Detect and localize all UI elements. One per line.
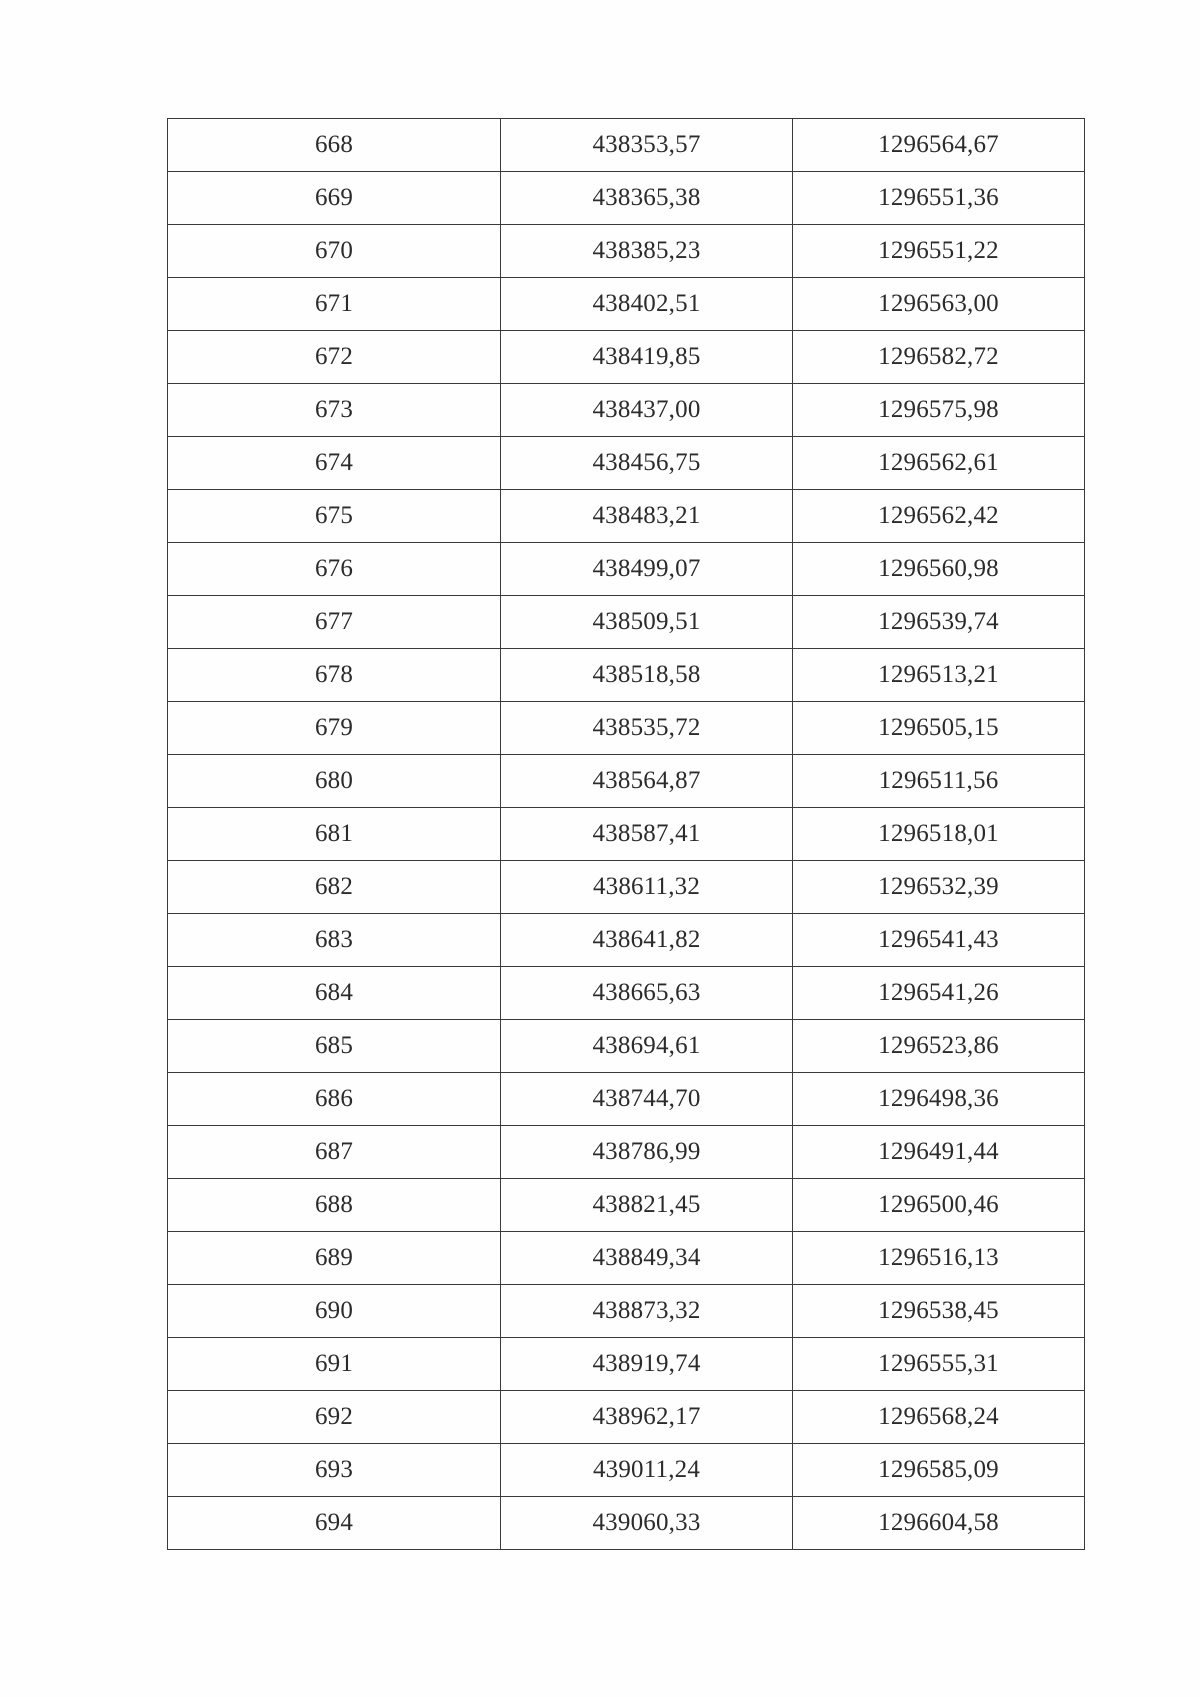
point-number-cell: 668 [168,119,501,172]
x-coordinate-cell: 438437,00 [501,384,793,437]
y-coordinate-cell: 1296562,42 [793,490,1085,543]
x-coordinate-cell: 438641,82 [501,914,793,967]
table-row [168,1444,1085,1497]
y-coordinate-cell: 1296513,21 [793,649,1085,702]
x-coordinate-cell: 438385,23 [501,225,793,278]
x-coordinate-cell: 438694,61 [501,1020,793,1073]
x-coordinate-cell: 438499,07 [501,543,793,596]
y-coordinate-cell: 1296555,31 [793,1338,1085,1391]
table-row [168,914,1085,967]
y-coordinate-cell: 1296498,36 [793,1073,1085,1126]
point-number-cell: 692 [168,1391,501,1444]
point-number-cell: 674 [168,437,501,490]
point-number-cell: 672 [168,331,501,384]
table-row [168,967,1085,1020]
point-number-cell: 686 [168,1073,501,1126]
y-coordinate-cell: 1296500,46 [793,1179,1085,1232]
y-coordinate-cell: 1296563,00 [793,278,1085,331]
point-number-cell: 687 [168,1126,501,1179]
table-row [168,225,1085,278]
y-coordinate-cell: 1296491,44 [793,1126,1085,1179]
table-row [168,861,1085,914]
x-coordinate-cell: 439060,33 [501,1497,793,1550]
point-number-cell: 688 [168,1179,501,1232]
x-coordinate-cell: 438611,32 [501,861,793,914]
table-row [168,808,1085,861]
y-coordinate-cell: 1296582,72 [793,331,1085,384]
point-number-cell: 685 [168,1020,501,1073]
table-row [168,172,1085,225]
x-coordinate-cell: 438744,70 [501,1073,793,1126]
x-coordinate-cell: 438518,58 [501,649,793,702]
y-coordinate-cell: 1296541,26 [793,967,1085,1020]
point-number-cell: 683 [168,914,501,967]
y-coordinate-cell: 1296560,98 [793,543,1085,596]
y-coordinate-cell: 1296604,58 [793,1497,1085,1550]
point-number-cell: 677 [168,596,501,649]
x-coordinate-cell: 438665,63 [501,967,793,1020]
table-row [168,1232,1085,1285]
table-row [168,331,1085,384]
x-coordinate-cell: 438873,32 [501,1285,793,1338]
table-row [168,1497,1085,1550]
x-coordinate-cell: 438821,45 [501,1179,793,1232]
point-number-cell: 679 [168,702,501,755]
y-coordinate-cell: 1296562,61 [793,437,1085,490]
x-coordinate-cell: 438849,34 [501,1232,793,1285]
point-number-cell: 681 [168,808,501,861]
point-number-cell: 671 [168,278,501,331]
x-coordinate-cell: 438419,85 [501,331,793,384]
point-number-cell: 678 [168,649,501,702]
y-coordinate-cell: 1296541,43 [793,914,1085,967]
x-coordinate-cell: 438353,57 [501,119,793,172]
table-row [168,1020,1085,1073]
point-number-cell: 684 [168,967,501,1020]
table-row [168,490,1085,543]
point-number-cell: 694 [168,1497,501,1550]
point-number-cell: 689 [168,1232,501,1285]
y-coordinate-cell: 1296523,86 [793,1020,1085,1073]
x-coordinate-cell: 438535,72 [501,702,793,755]
y-coordinate-cell: 1296518,01 [793,808,1085,861]
y-coordinate-cell: 1296564,67 [793,119,1085,172]
table-row [168,649,1085,702]
y-coordinate-cell: 1296585,09 [793,1444,1085,1497]
y-coordinate-cell: 1296516,13 [793,1232,1085,1285]
x-coordinate-cell: 438962,17 [501,1391,793,1444]
y-coordinate-cell: 1296568,24 [793,1391,1085,1444]
x-coordinate-cell: 438786,99 [501,1126,793,1179]
y-coordinate-cell: 1296538,45 [793,1285,1085,1338]
x-coordinate-cell: 438509,51 [501,596,793,649]
point-number-cell: 673 [168,384,501,437]
x-coordinate-cell: 438919,74 [501,1338,793,1391]
table-row [168,1073,1085,1126]
table-row [168,543,1085,596]
table-row [168,437,1085,490]
point-number-cell: 676 [168,543,501,596]
point-number-cell: 675 [168,490,501,543]
table-row [168,119,1085,172]
coordinates-table [167,118,1085,1550]
x-coordinate-cell: 439011,24 [501,1444,793,1497]
point-number-cell: 670 [168,225,501,278]
table-row [168,1391,1085,1444]
y-coordinate-cell: 1296539,74 [793,596,1085,649]
table-row [168,1338,1085,1391]
x-coordinate-cell: 438365,38 [501,172,793,225]
table-row [168,596,1085,649]
x-coordinate-cell: 438587,41 [501,808,793,861]
x-coordinate-cell: 438402,51 [501,278,793,331]
y-coordinate-cell: 1296511,56 [793,755,1085,808]
point-number-cell: 690 [168,1285,501,1338]
table-row [168,278,1085,331]
table-row [168,1179,1085,1232]
y-coordinate-cell: 1296575,98 [793,384,1085,437]
point-number-cell: 682 [168,861,501,914]
y-coordinate-cell: 1296505,15 [793,702,1085,755]
point-number-cell: 680 [168,755,501,808]
table-row [168,1126,1085,1179]
coordinates-table-body [168,119,1085,1550]
table-row [168,384,1085,437]
table-row [168,1285,1085,1338]
x-coordinate-cell: 438564,87 [501,755,793,808]
y-coordinate-cell: 1296551,36 [793,172,1085,225]
table-row [168,702,1085,755]
point-number-cell: 693 [168,1444,501,1497]
table-row [168,755,1085,808]
y-coordinate-cell: 1296551,22 [793,225,1085,278]
x-coordinate-cell: 438456,75 [501,437,793,490]
y-coordinate-cell: 1296532,39 [793,861,1085,914]
point-number-cell: 691 [168,1338,501,1391]
x-coordinate-cell: 438483,21 [501,490,793,543]
point-number-cell: 669 [168,172,501,225]
